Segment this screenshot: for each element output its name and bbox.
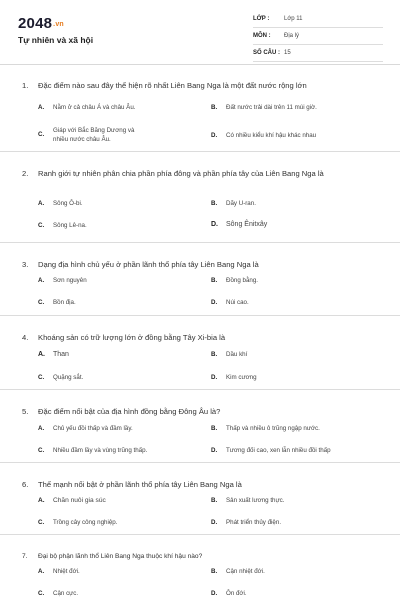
option-text: Trồng cây công nghiệp. — [53, 519, 118, 526]
meta-value: Lớp 11 — [284, 16, 303, 22]
question-item — [0, 463, 400, 535]
option-text: Sông Lê-na. — [53, 222, 87, 229]
option-text: Nhiệt đới. — [53, 568, 80, 575]
worksheet-meta — [253, 13, 383, 64]
question-item — [0, 243, 400, 316]
meta-label: MÔN : — [253, 33, 271, 39]
option-text: Chăn nuôi gia súc — [53, 497, 106, 504]
meta-value: Địa lý — [284, 33, 300, 39]
option-letter: D. — [211, 299, 218, 306]
option-text: Sản xuất lương thực. — [226, 497, 285, 504]
option-letter: B. — [211, 497, 218, 504]
question-text — [22, 406, 377, 417]
option-text: Sông Ênitxây — [226, 221, 268, 228]
option-text: Phát triển thủy điện. — [226, 519, 282, 526]
option-letter: C. — [38, 131, 45, 138]
option-letter: B. — [211, 568, 218, 575]
option-letter: A. — [38, 568, 45, 575]
option-text: Tương đối cao, xen lẫn nhiều đồi thấp — [226, 447, 331, 454]
question-number: 4. — [22, 333, 29, 342]
question-item — [0, 64, 400, 152]
option-text: Cận nhiệt đới. — [226, 568, 265, 575]
option-letter: C. — [38, 374, 45, 381]
option-letter: B. — [211, 425, 218, 432]
option-text: Kim cương — [226, 374, 257, 381]
option-text: Than — [53, 351, 69, 358]
option-text: Cận cực. — [53, 590, 79, 597]
logo-text: 2048 — [18, 15, 53, 32]
option-letter: B. — [211, 104, 218, 111]
question-number: 6. — [22, 480, 29, 489]
subject-title: Tự nhiên và xã hội — [18, 35, 94, 45]
meta-row-question-count — [253, 47, 383, 62]
question-number: 1. — [22, 81, 29, 90]
question-stem: Thế mạnh nổi bật ở phần lãnh thổ phía tây Liên Bang Nga là — [38, 480, 242, 489]
option-text: Núi cao. — [226, 299, 249, 306]
option-letter: B. — [211, 351, 218, 358]
logo-suffix: .vn — [53, 21, 64, 28]
option-letter: C. — [38, 519, 45, 526]
option-text: Nằm ở cả châu Á và châu Âu. — [53, 104, 136, 111]
option-letter: D. — [211, 447, 218, 454]
question-stem: Khoáng sản có trữ lượng lớn ở đồng bằng Tây Xi-bia là — [38, 333, 226, 342]
meta-row-subject — [253, 30, 383, 45]
option-text: Dãy U-ran. — [226, 200, 256, 207]
question-text — [22, 332, 377, 343]
question-list — [0, 64, 400, 610]
option-text: Đất nước trải dài trên 11 múi giờ. — [226, 104, 317, 111]
option-text: Bồn địa. — [53, 299, 76, 306]
option-letter: B. — [211, 200, 218, 207]
meta-row-class — [253, 13, 383, 28]
option-text: Giáp với Bắc Băng Dương và nhiều nước châu Âu. — [53, 127, 135, 143]
option-letter: D. — [211, 221, 218, 228]
option-letter: A. — [38, 425, 45, 432]
question-item — [0, 152, 400, 243]
question-stem: Đặc điểm nào sau đây thể hiện rõ nhất Liên Bang Nga là một đất nước rộng lớn — [38, 81, 307, 90]
option-letter: C. — [38, 590, 45, 597]
option-text: Quặng sắt. — [53, 374, 84, 381]
option-text: Dầu khí — [226, 351, 248, 358]
question-text — [22, 168, 377, 179]
question-item — [0, 390, 400, 463]
question-item — [0, 535, 400, 610]
option-letter: A. — [38, 277, 45, 284]
option-letter: D. — [211, 132, 218, 139]
worksheet-header — [0, 0, 400, 65]
question-stem: Ranh giới tự nhiên phân chia phần phía đông và phần phía tây của Liên Bang Nga là — [38, 169, 324, 178]
meta-label: SỐ CÂU : — [253, 50, 280, 56]
question-stem: Đặc điểm nổi bật của địa hình đồng bằng Đông Âu là? — [38, 407, 221, 416]
option-text: Chủ yếu đồi thấp và đầm lầy. — [53, 425, 133, 432]
option-text: Ôn đới. — [226, 590, 247, 597]
site-logo[interactable] — [18, 15, 64, 32]
question-stem: Đại bộ phận lãnh thổ Liên Bang Nga thuộc khí hậu nào? — [38, 553, 203, 560]
option-letter: D. — [211, 590, 218, 597]
question-number: 3. — [22, 260, 29, 269]
option-letter: C. — [38, 222, 45, 229]
option-letter: A. — [38, 497, 45, 504]
question-text — [22, 479, 377, 490]
question-number: 5. — [22, 407, 29, 416]
question-item — [0, 316, 400, 390]
option-letter: D. — [211, 519, 218, 526]
option-letter: C. — [38, 299, 45, 306]
option-letter: D. — [211, 374, 218, 381]
question-stem: Dạng địa hình chủ yếu ở phần lãnh thổ phía tây Liên Bang Nga là — [38, 260, 259, 269]
question-number: 2. — [22, 169, 29, 178]
option-text: Nhiều đầm lầy và vùng trũng thấp. — [53, 447, 148, 454]
option-text: Sông Ô-bi. — [53, 200, 83, 207]
option-letter: C. — [38, 447, 45, 454]
question-text — [22, 259, 377, 270]
meta-label: LỚP : — [253, 16, 270, 22]
option-letter: A. — [38, 351, 45, 358]
option-letter: B. — [211, 277, 218, 284]
option-letter: A. — [38, 200, 45, 207]
option-text: Sơn nguyên — [53, 277, 87, 284]
question-text — [22, 551, 377, 562]
meta-value: 15 — [284, 50, 291, 56]
question-text — [22, 80, 377, 91]
option-text: Thấp và nhiều ô trũng ngập nước. — [226, 425, 320, 432]
question-number: 7. — [22, 553, 28, 560]
option-text: Có nhiều kiểu khí hậu khác nhau — [226, 132, 317, 139]
option-letter: A. — [38, 104, 45, 111]
option-text: Đồng bằng. — [226, 277, 258, 284]
